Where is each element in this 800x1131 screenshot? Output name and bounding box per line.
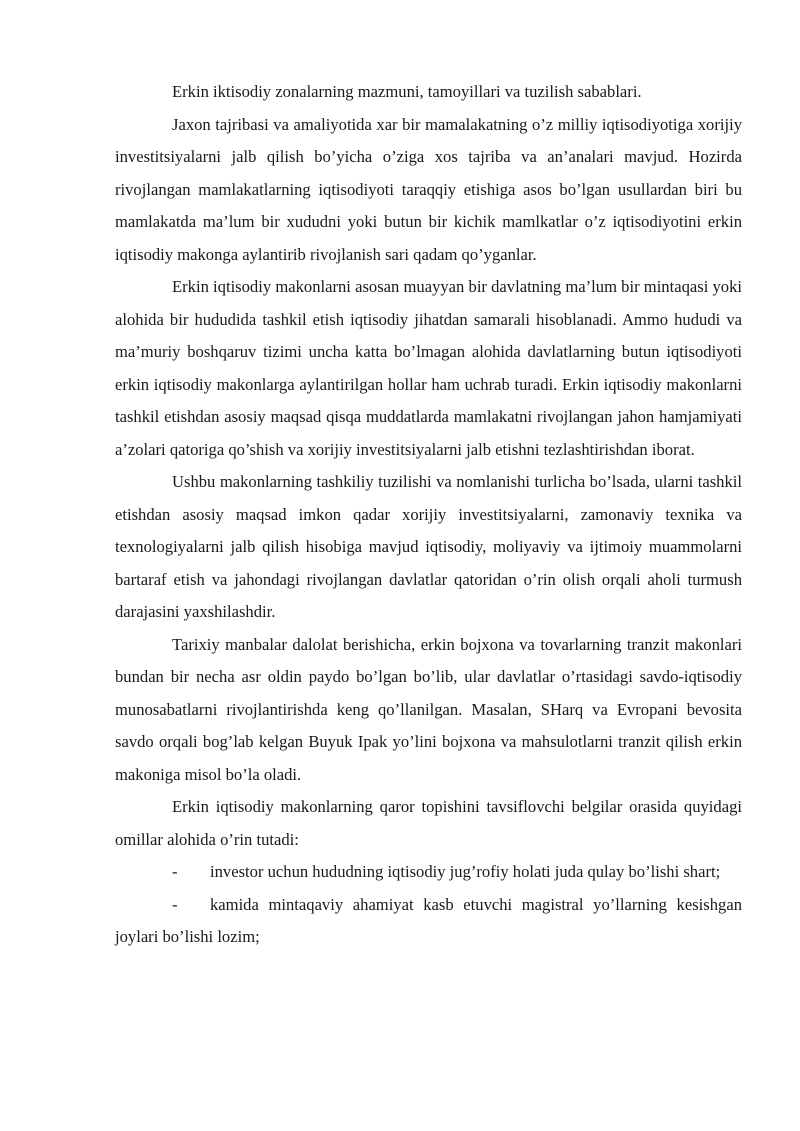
list-item: [115, 856, 742, 889]
document-body: [115, 76, 742, 954]
paragraph: Erkin iqtisodiy makonlarning qaror topishini tavsiflovchi belgilar orasida quyidagi omillar alohida o’rin tutadi:: [115, 797, 742, 849]
paragraph: Erkin iqtisodiy makonlarni asosan muayyan bir davlatning ma’lum bir mintaqasi yoki alohida bir hududida tashkil etish iqtisodiy jihatdan samarali hisoblanadi. Ammo hududi va ma’muriy boshqaruv tizimi uncha katta bo’lmagan alohida davlatlarning butun iqtisodiyoti erkin iqtisodiy makonlarga aylantirilgan hollar ham uchrab turadi. Erkin iqtisodiy makonlarni tashkil etishdan asosiy maqsad qisqa muddatlarda mamlakatni rivojlangan jahon hamjamiyati a’zolari qatoriga qo’shish va xorijiy investitsiyalarni jalb etishni tezlashtirishdan iborat.: [115, 277, 742, 459]
paragraph-heading: Erkin iktisodiy zonalarning mazmuni, tamoyillari va tuzilish sabablari.: [172, 82, 642, 101]
list-marker: -: [172, 894, 178, 914]
list-item: [115, 889, 742, 954]
paragraph: Tarixiy manbalar dalolat berishicha, erkin bojxona va tovarlarning tranzit makonlari bundan bir necha asr oldin paydo bo’lgan bo’lib, ular davlatlar o’rtasidagi savdo-iqtisodiy munosabatlarni rivojlantirishda keng qo’llanilgan. Masalan, SHarq va Evropani bevosita savdo orqali bog’lab kelgan Buyuk Ipak yo’lini bojxona va mahsulotlarni tranzit qilish erkin makoniga misol bo’la oladi.: [115, 634, 742, 784]
paragraph: Jaxon tajribasi va amaliyotida xar bir mamalakatning o’z milliy iqtisodiyotiga xorijiy investitsiyalarni jalb qilish bo’yicha o’ziga xos tajriba va an’analari mavjud. Hozirda rivojlangan mamlakatlarning iqtisodiyoti taraqqiy etishiga asos bo’lgan usullardan biri bu mamlakatda ma’lum bir xududni yoki butun bir kichik mamlkatlar o’z iqtisodiyotini erkin iqtisodiy makonga aylantirib rivojlanish sari qadam qo’yganlar.: [115, 114, 742, 264]
paragraph: Ushbu makonlarning tashkiliy tuzilishi va nomlanishi turlicha bo’lsada, ularni tashkil etishdan asosiy maqsad imkon qadar xorijiy investitsiyalarni, zamonaviy texnika va texnologiyalarni jalb qilish hisobiga mavjud iqtisodiy, moliyaviy va ijtimoiy muammolarni bartaraf etish va jahondagi rivojlangan davlatlar qatoridan o’rin olish orqali aholi turmush darajasini yaxshilashdir.: [115, 472, 742, 621]
list-item-text: investor uchun hududning iqtisodiy jug’rofiy holati juda qulay bo’lishi shart;: [210, 862, 721, 881]
list-marker: -: [172, 862, 178, 881]
list-item-text: kamida mintaqaviy ahamiyat kasb etuvchi magistral yo’llarning kesishgan joylari bo’lishi lozim;: [115, 894, 742, 946]
